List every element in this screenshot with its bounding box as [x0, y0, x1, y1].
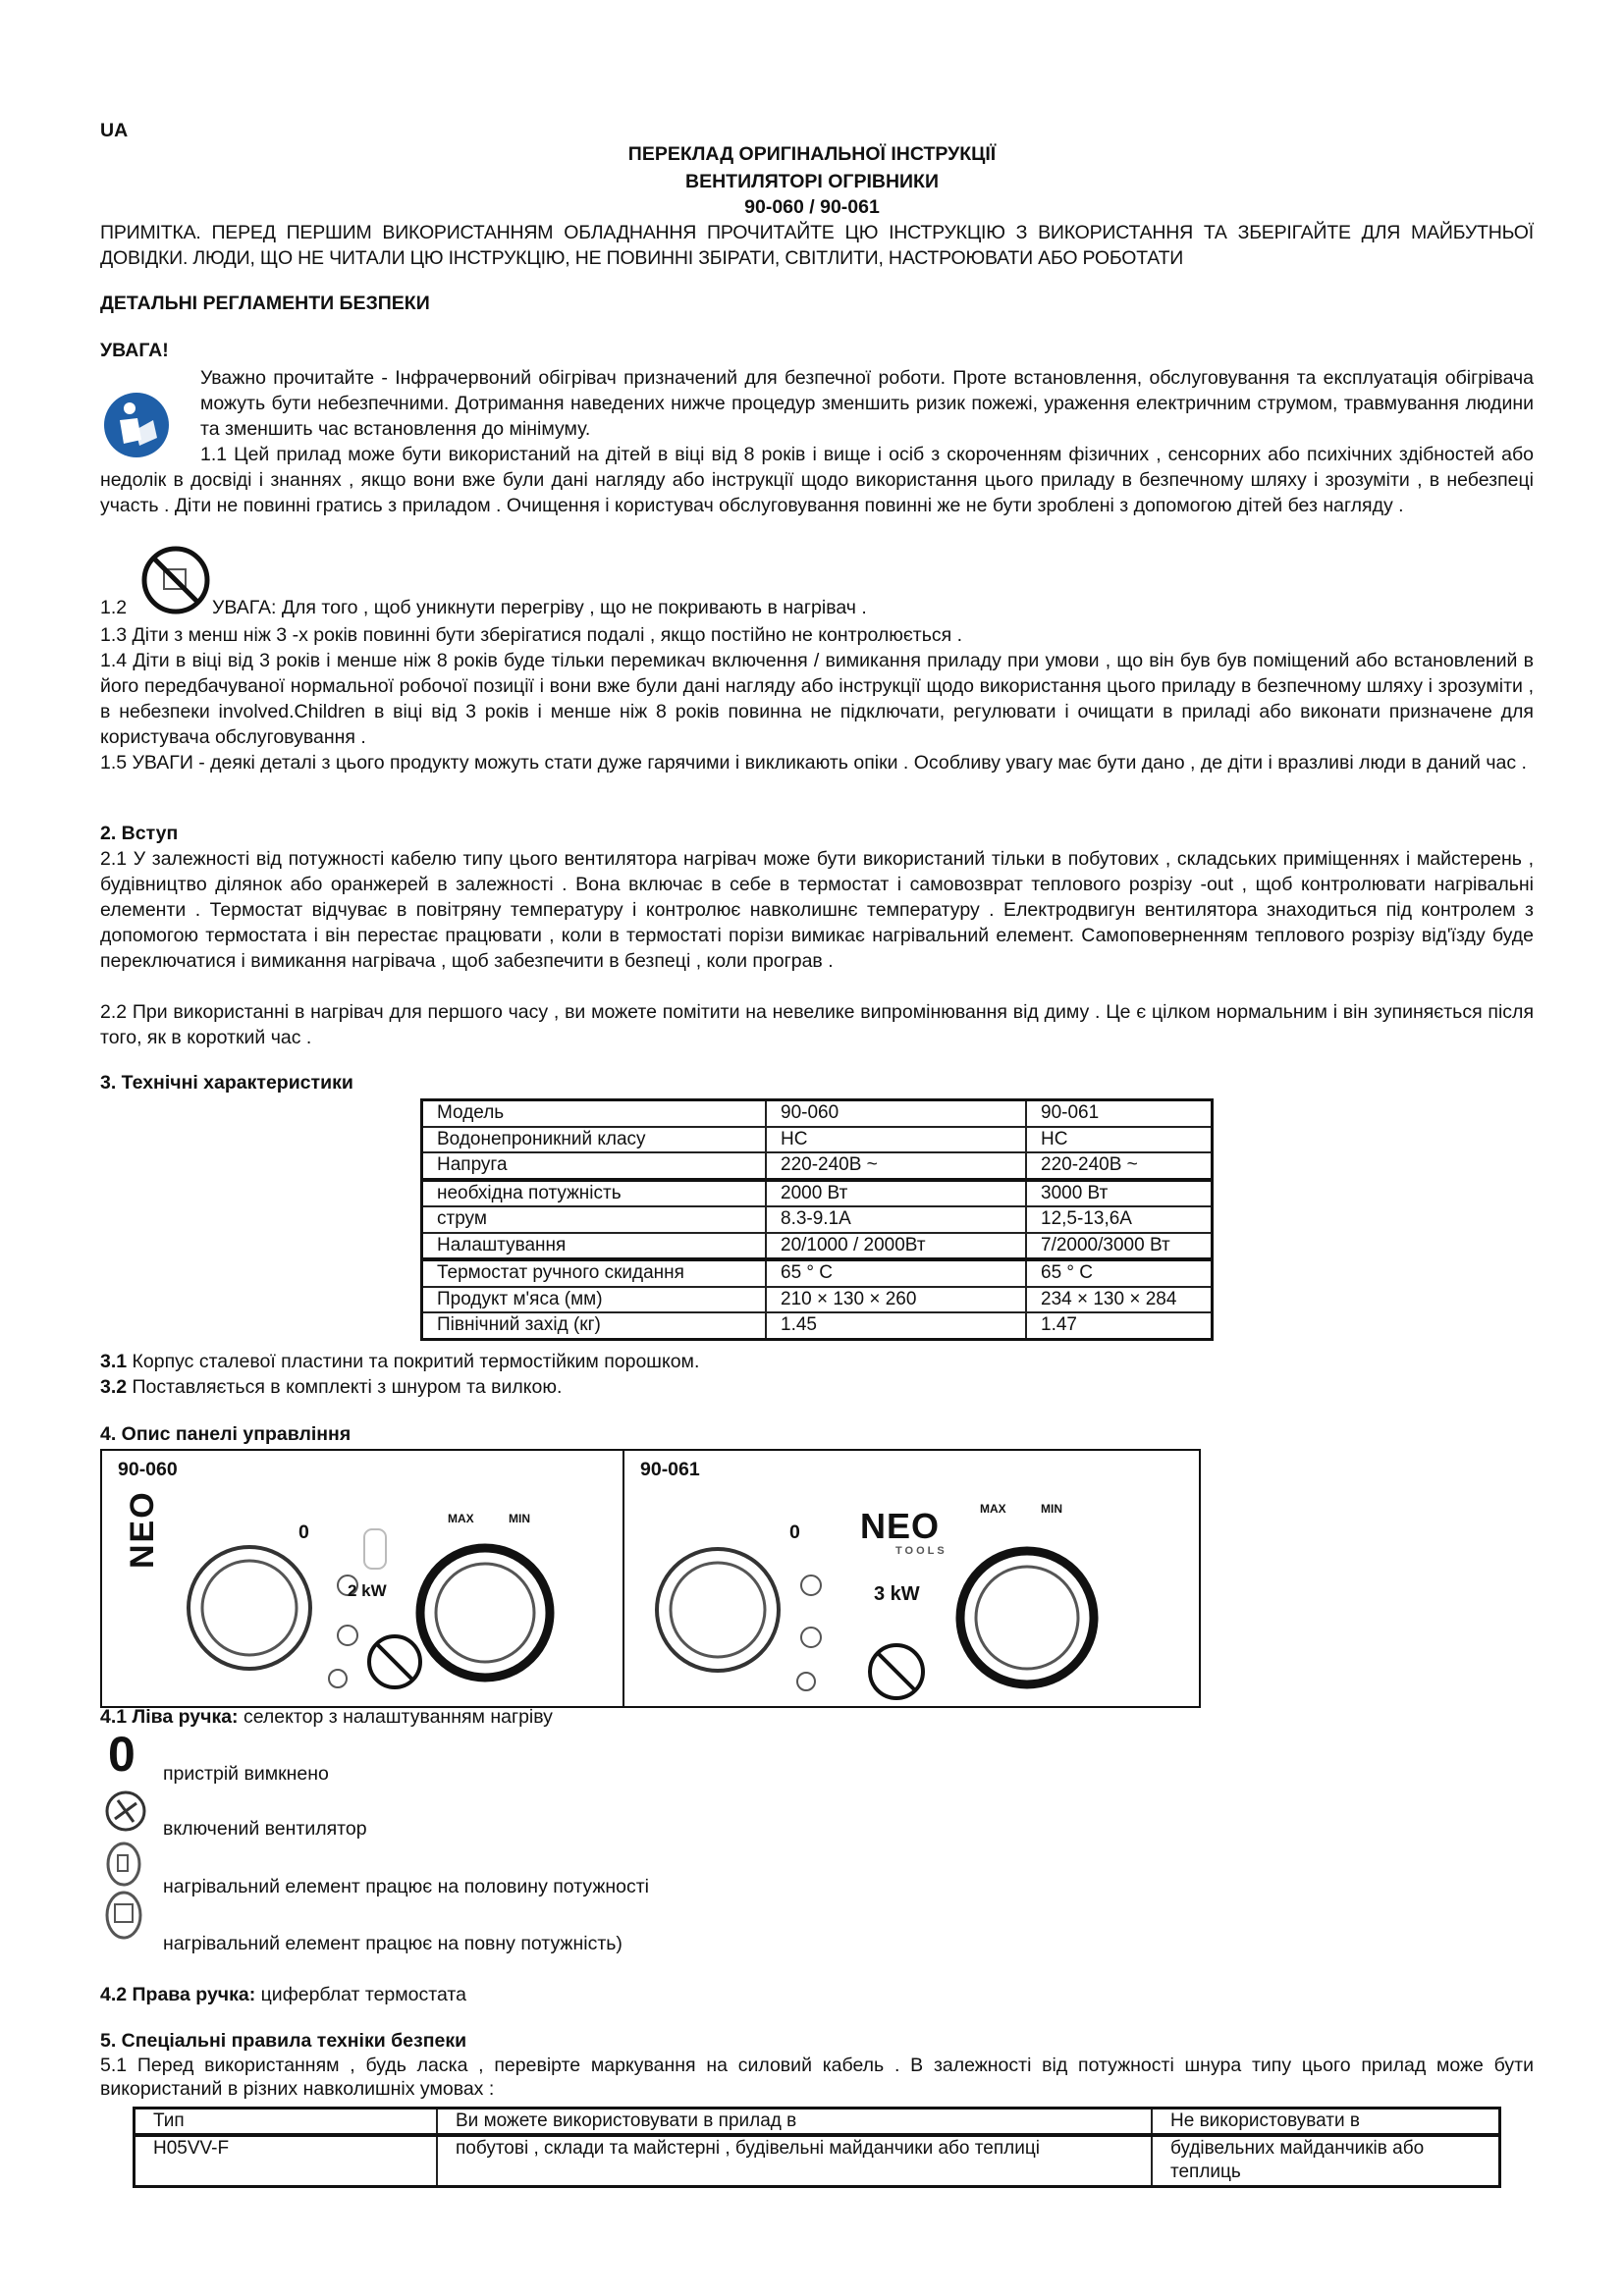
special-5-1: 5.1 Перед використанням , будь ласка , перевірте маркування на силовий кабель . В залежності від потужності шнура типу цього прилад може бути використаний в різних навколишніх умовах :: [100, 2055, 1534, 2100]
table-row: [135, 2135, 1500, 2186]
panel-90-060: [102, 1451, 624, 1706]
table-header: Ви можете використовувати в прилад в: [437, 2109, 1152, 2136]
table-cell: HC: [766, 1127, 1026, 1153]
table-cell: струм: [422, 1206, 767, 1233]
table-cell: HC: [1026, 1127, 1213, 1153]
safety-heading: ДЕТАЛЬНІ РЕГЛАМЕНТИ БЕЗПЕКИ: [100, 293, 430, 314]
table-cell: побутові , склади та майстерні , будівельні майданчики або теплиці: [437, 2135, 1152, 2186]
do-not-cover-icon: [140, 546, 211, 614]
table-header: Не використовувати в: [1152, 2109, 1500, 2136]
safety-1-2-num: 1.2: [100, 597, 128, 618]
table-row: [422, 1233, 1213, 1260]
table-row: [422, 1100, 1213, 1127]
zero-icon: 0: [108, 1727, 135, 1782]
control-panel-figure: [100, 1449, 1201, 1708]
fan-icon: [104, 1789, 147, 1834]
safety-1-2: УВАГА: Для того , щоб уникнути перегріву , що не покривають в нагрівач .: [212, 597, 867, 618]
panel-model-label: 90-061: [640, 1459, 700, 1480]
table-cell: необхідна потужність: [422, 1180, 767, 1207]
table-cell: Термостат ручного скидання: [422, 1259, 767, 1287]
note-4-1-text: селектор з налаштуванням нагріву: [238, 1706, 553, 1728]
table-cell: Напруга: [422, 1152, 767, 1180]
power-label: 2 kW: [348, 1581, 387, 1600]
cable-table: [133, 2107, 1501, 2188]
special-heading: 5. Спеціальні правила техніки безпеки: [100, 2030, 467, 2052]
safety-intro: Уважно прочитайте - Інфрачервоний обігрівач призначений для безпечної роботи. Проте встановлення, обслуговування та експлуатація обігрівача можуть бути небезпечними. Дотримання наведених нижче процедур зменшить ризик пожежі, ураження електричним струмом, травмування людини та зменшить час встановлення до мінімуму.: [200, 367, 1534, 440]
table-cell: 20/1000 / 2000Вт: [766, 1233, 1026, 1260]
legend-label: нагрівальний елемент працює на половину потужності: [163, 1876, 650, 1897]
note-4-1-label: 4.1 Ліва ручка:: [100, 1706, 239, 1728]
model-numbers: 90-060 / 90-061: [744, 196, 880, 218]
table-cell: будівельних майданчиків або теплиць: [1152, 2135, 1500, 2186]
min-label: MIN: [1041, 1502, 1062, 1516]
table-header: Тип: [135, 2109, 438, 2136]
specs-heading: 3. Технічні характеристики: [100, 1072, 353, 1094]
intro-2-2: 2.2 При використанні в нагрівач для першого часу , ви можете помітити на невелике випромінювання від диму . Це є цілком нормальним і він зупиняється після того, як в короткий час .: [100, 1001, 1534, 1048]
full-power-icon: [104, 1890, 147, 1943]
note-3-2: [100, 1376, 562, 1399]
table-row: [422, 1287, 1213, 1313]
note-4-1: [100, 1706, 553, 1729]
note-4-2: [100, 1984, 466, 2006]
note-3-1-num: 3.1: [100, 1351, 128, 1372]
intro-2-1: 2.1 У залежності від потужності кабелю типу цього вентилятора нагрівач може бути використаний тільки в побутових , складських приміщеннях і майстерень , будівництво ділянок або оранжерей в залежності . Вона включає в себе в термостат і самовозврат теплового розрізу -out , щоб контролювати нагрівальні елементи . Термостат відчуває в повітряну температуру і контролює навколишнє температуру . Електродвигун вентилятора знаходиться під контролем з допомогою термостата і він перестає працювати , коли в термостаті порізи вимикає нагрівальний елемент. Самоповерненням теплового розрізу від'їзду буде переключатися і вимикання нагрівача , щоб забезпечити в безпеці , коли програв .: [100, 848, 1534, 972]
note-3-2-text: Поставляється в комплекті з шнуром та вилкою.: [127, 1376, 563, 1398]
panel-90-061: [624, 1451, 1199, 1706]
safety-1-4: 1.4 Діти в віці від 3 років і менше ніж 8 років буде тільки перемикач включення / вимикання приладу при умови , що він був був поміщений або встановлений в його передбачуваної нормальної робочої позиції і вони вже були дані нагляду або інструкції щодо використання цього приладу в безпечному шляху і зрозуміти , в небезпеки involved.Children в віці від 3 років і менше ніж 8 років повинна не підключати, регулювати і очищати в приладі або виконати призначене для користувача обслуговування .: [100, 650, 1534, 748]
table-cell: 1.45: [766, 1312, 1026, 1339]
panel-heading: 4. Опис панелі управління: [100, 1423, 352, 1445]
brand-logo: NEO: [124, 1490, 161, 1569]
table-cell: 12,5-13,6А: [1026, 1206, 1213, 1233]
table-row: [422, 1259, 1213, 1287]
note-3-1-text: Корпус сталевої пластини та покритий термостійким порошком.: [127, 1351, 700, 1372]
language-code: UA: [100, 120, 129, 141]
safety-1-3: 1.3 Діти з менш ніж 3 -х років повинні бути зберігатися подалі , якщо постійно не контролюється .: [100, 624, 963, 646]
note-3-2-num: 3.2: [100, 1376, 128, 1398]
table-cell: Водонепроникний класу: [422, 1127, 767, 1153]
legend-label: включений вентилятор: [163, 1818, 367, 1840]
legend-label: пристрій вимкнено: [163, 1763, 329, 1785]
table-cell: 3000 Вт: [1026, 1180, 1213, 1207]
doc-title: ПЕРЕКЛАД ОРИГІНАЛЬНОЇ ІНСТРУКЦІЇ: [627, 143, 997, 165]
brand-sub: TOOLS: [895, 1545, 947, 1557]
table-row: [422, 1180, 1213, 1207]
table-cell: 7/2000/3000 Вт: [1026, 1233, 1213, 1260]
table-row: [422, 1312, 1213, 1339]
table-cell: 90-060: [766, 1100, 1026, 1127]
note-3-1: [100, 1351, 699, 1373]
intro-heading: 2. Вступ: [100, 823, 179, 844]
warning-heading: УВАГА!: [100, 340, 169, 361]
safety-1-5: 1.5 УВАГИ - деякі деталі з цього продукту можуть стати дуже гарячими і викликають опіки . Особливу увагу має бути дано , де діти і вразливі люди в даний час .: [100, 752, 1527, 774]
table-cell: 65 ° C: [766, 1259, 1026, 1287]
table-cell: Північний захід (кг): [422, 1312, 767, 1339]
off-mark: 0: [298, 1522, 309, 1543]
half-power-icon: [104, 1842, 147, 1887]
table-cell: 220-240В ~: [766, 1152, 1026, 1180]
panel-model-label: 90-060: [118, 1459, 178, 1480]
max-label: MAX: [980, 1502, 1006, 1516]
table-row: [422, 1152, 1213, 1180]
table-cell: H05VV-F: [135, 2135, 438, 2186]
table-cell: Продукт м'яса (мм): [422, 1287, 767, 1313]
table-cell: 90-061: [1026, 1100, 1213, 1127]
table-cell: 220-240В ~: [1026, 1152, 1213, 1180]
max-label: MAX: [448, 1512, 474, 1525]
table-cell: 234 × 130 × 284: [1026, 1287, 1213, 1313]
table-cell: 65 ° C: [1026, 1259, 1213, 1287]
min-label: MIN: [509, 1512, 530, 1525]
note-4-2-text: циферблат термостата: [255, 1984, 466, 2005]
half-power-icon: [338, 1626, 357, 1645]
table-cell: 2000 Вт: [766, 1180, 1026, 1207]
note: ПРИМІТКА. ПЕРЕД ПЕРШИМ ВИКОРИСТАННЯМ ОБЛАДНАННЯ ПРОЧИТАЙТЕ ЦЮ ІНСТРУКЦІЮ З ВИКОРИСТАННЯ ТА ЗБЕРІГАЙТЕ ДЛЯ МАЙБУТНЬОЇ ДОВІДКИ. ЛЮДИ, ЩО НЕ ЧИТАЛИ ЦЮ ІНСТРУКЦІЮ, НЕ ПОВИННІ ЗБІРАТИ, СВІТЛИТИ, НАСТРОЮВАТИ АБО РОБОТАТИ: [100, 222, 1534, 269]
table-cell: 8.3-9.1А: [766, 1206, 1026, 1233]
safety-1-1: 1.1 Цей прилад може бути використаний на дітей в віці від 8 років і вище і осіб з скороченням фізичних , сенсорних або психічних здібностей або недолік в досвіді і знаннях , якщо вони вже були дані нагляду або інструкції щодо використання цього приладу в безпечному шляху і зрозуміти , в небезпеці участь . Діти не повинні гратись з приладом . Очищення і користувач обслуговування повинні же не бути зроблені з допомогою дітей без нагляду .: [100, 444, 1534, 516]
off-mark: 0: [789, 1522, 800, 1543]
power-label: 3 kW: [874, 1583, 920, 1605]
table-cell: Налаштування: [422, 1233, 767, 1260]
full-power-icon: [329, 1670, 347, 1687]
legend-label: нагрівальний елемент працює на повну потужність): [163, 1933, 623, 1954]
note-4-2-label: 4.2 Права ручка:: [100, 1984, 256, 2005]
table-row: [422, 1206, 1213, 1233]
brand-logo: NEO: [860, 1506, 941, 1546]
table-cell: Модель: [422, 1100, 767, 1127]
dials-graphic: [161, 1500, 623, 1706]
table-row: [422, 1127, 1213, 1153]
doc-subtitle: ВЕНТИЛЯТОРІ ОГРІВНИКИ: [685, 171, 939, 192]
table-cell: 210 × 130 × 260: [766, 1287, 1026, 1313]
specs-table: [420, 1098, 1214, 1341]
table-cell: 1.47: [1026, 1312, 1213, 1339]
